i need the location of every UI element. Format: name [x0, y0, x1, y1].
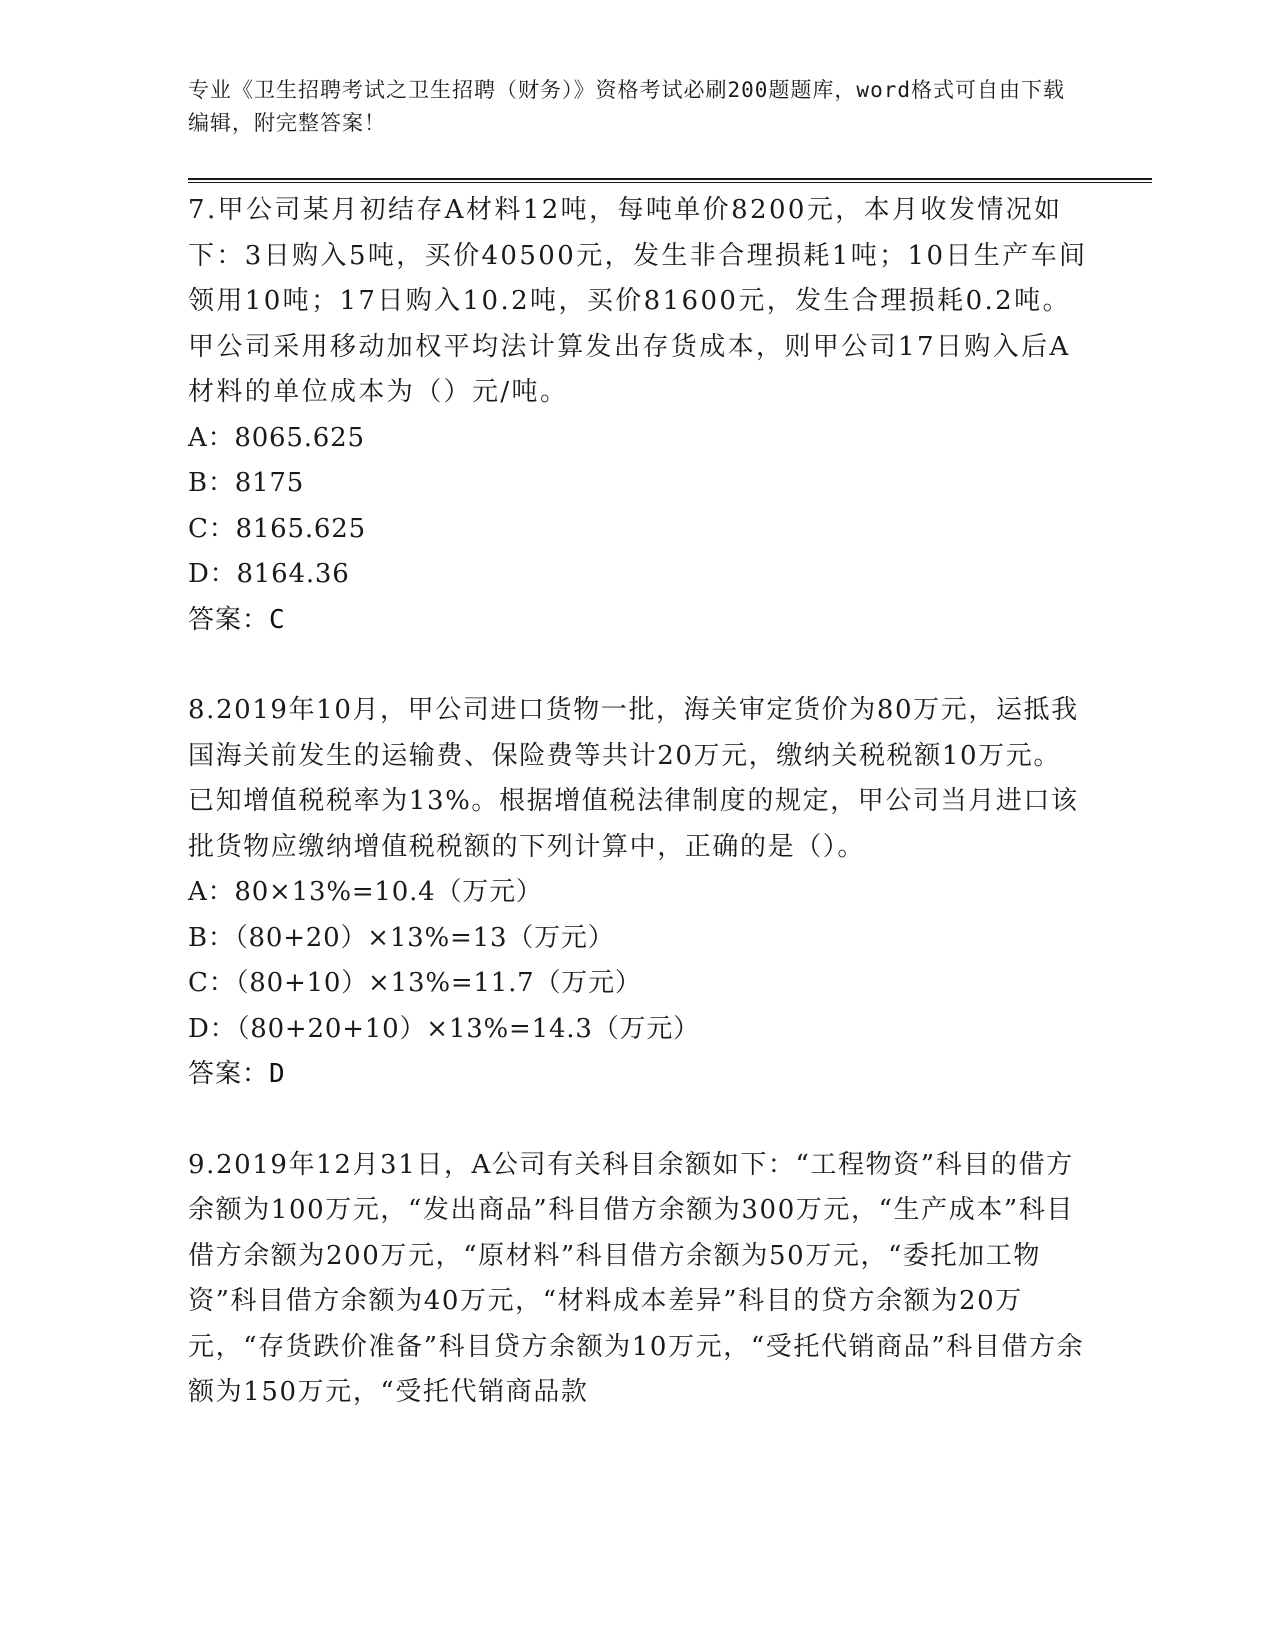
question-text: 7.甲公司某月初结存A材料12吨，每吨单价8200元，本月收发情况如下：3日购入5吨，买价40500元，发生非合理损耗1吨；10日生产车间领用10吨；17日购入10.2吨，买价81600元，发生合理损耗0.2吨。甲公司采用移动加权平均法计算发出存货成本，则甲公司17日购入后A材料的单位成本为（）元/吨。	[188, 195, 1088, 407]
option-d: D：（80+20+10）×13%=14.3（万元）	[188, 1013, 700, 1044]
question-8	[188, 688, 1088, 1098]
option-c: C：（80+10）×13%=11.7（万元）	[188, 968, 642, 998]
answer-line: 答案：C	[188, 604, 286, 635]
question-text: 9.2019年12月31日，A公司有关科目余额如下：“工程物资”科目的借方余额为100万元，“发出商品”科目借方余额为300万元，“生产成本”科目借方余额为200万元，“原材料”科目借方余额为50万元，“委托加工物资”科目借方余额为40万元，“材料成本差异”科目的贷方余额为20万元，“存货跌价准备”科目贷方余额为10万元，“受托代销商品”科目借方余额为150万元，“受托代销商品款	[188, 1149, 1085, 1407]
option-b: B：（80+20）×13%=13（万元）	[188, 922, 615, 953]
question-list	[188, 188, 1088, 1416]
answer-line: 答案：D	[188, 1059, 286, 1089]
option-a: A：8065.625	[188, 422, 365, 453]
question-text: 8.2019年10月，甲公司进口货物一批，海关审定货价为80万元，运抵我国海关前发生的运输费、保险费等共计20万元，缴纳关税税额10万元。已知增值税税率为13%。根据增值税法律制度的规定，甲公司当月进口该批货物应缴纳增值税税额的下列计算中，正确的是（）。	[188, 695, 1079, 862]
header-title: 专业《卫生招聘考试之卫生招聘（财务）》资格考试必刷200题题库，word格式可自由下载编辑，附完整答案！	[188, 78, 1065, 135]
header-divider	[188, 178, 1152, 180]
page-header	[188, 74, 1068, 140]
option-c: C：8165.625	[188, 513, 366, 544]
option-b: B：8175	[188, 468, 305, 498]
header-divider-thin	[188, 182, 1152, 183]
option-a: A：80×13%=10.4（万元）	[188, 877, 543, 907]
question-9	[188, 1143, 1088, 1416]
question-7	[188, 188, 1088, 643]
question-spacer	[188, 643, 1088, 688]
question-spacer	[188, 1098, 1088, 1143]
option-d: D：8164.36	[188, 559, 350, 589]
